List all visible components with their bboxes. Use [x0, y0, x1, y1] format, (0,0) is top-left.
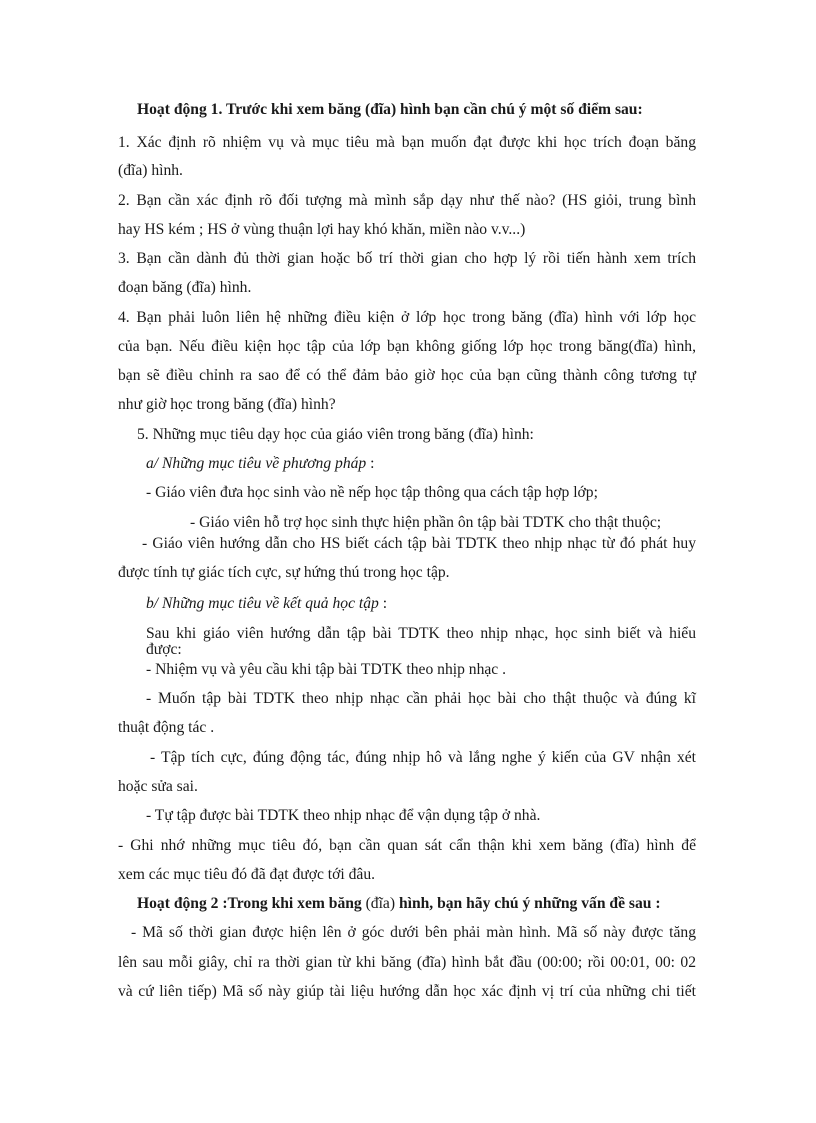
section-b-intro-line-2: được:: [146, 641, 182, 658]
section-b-bullet-2-line-2: thuật động tác .: [118, 719, 215, 736]
item-2-line-2: hay HS kém ; HS ở vùng thuận lợi hay khó khăn, miền nào v.v...): [118, 221, 526, 238]
item-5: 5. Những mục tiêu dạy học của giáo viên trong băng (đĩa) hình:: [137, 426, 534, 443]
item-1-line-1: 1. Xác định rõ nhiệm vụ và mục tiêu mà bạn muốn đạt được khi học trích đoạn băng: [118, 134, 696, 151]
heading-activity-1: Hoạt động 1. Trước khi xem băng (đĩa) hình bạn cần chú ý một số điểm sau:: [137, 101, 643, 118]
section-b-bullet-2-line-1: - Muốn tập bài TDTK theo nhịp nhạc cần phải học bài cho thật thuộc và đúng kĩ: [146, 690, 696, 707]
section-b-bullet-3-line-1: - Tập tích cực, đúng động tác, đúng nhịp hô và lắng nghe ý kiến của GV nhận xét: [150, 749, 696, 766]
item-2-line-1: 2. Bạn cần xác định rõ đối tượng mà mình sắp dạy như thế nào? (HS giỏi, trung bình: [118, 192, 696, 209]
heading-activity-2: Hoạt động 2 :Trong khi xem băng (đĩa) hình, bạn hãy chú ý những vấn đề sau :: [137, 895, 661, 912]
section-b-intro-line-1: Sau khi giáo viên hướng dẫn tập bài TDTK theo nhịp nhạc, học sinh biết và hiểu: [146, 625, 696, 642]
section-b-closing-line-1: - Ghi nhớ những mục tiêu đó, bạn cần quan sát cẩn thận khi xem băng (đĩa) hình để: [118, 837, 696, 854]
item-1-line-2: (đĩa) hình.: [118, 162, 183, 179]
item-4-line-1: 4. Bạn phải luôn liên hệ những điều kiện ở lớp học trong băng (đĩa) hình với lớp học: [118, 309, 696, 326]
item-3-line-2: đoạn băng (đĩa) hình.: [118, 279, 252, 296]
activity-2-line-3: và cứ liên tiếp) Mã số này giúp tài liệu hướng dẫn học xác định vị trí của những chi tiết: [118, 983, 696, 1000]
activity-2-line-2: lên sau mỗi giây, chỉ ra thời gian từ khi băng (đĩa) hình bắt đầu (00:00; rồi 00:01, 00: 02: [118, 954, 696, 971]
section-a-bullet-3-line-1: - Giáo viên hướng dẫn cho HS biết cách tập bài TDTK theo nhịp nhạc từ đó phát huy: [142, 535, 696, 552]
section-b-bullet-3-line-2: hoặc sửa sai.: [118, 778, 198, 795]
item-4-line-4: như giờ học trong băng (đĩa) hình?: [118, 396, 336, 413]
section-a-bullet-3-line-2: được tính tự giác tích cực, sự hứng thú trong học tập.: [118, 564, 450, 581]
item-3-line-1: 3. Bạn cần dành đủ thời gian hoặc bố trí thời gian cho hợp lý rồi tiến hành xem trích: [118, 250, 696, 267]
activity-2-line-1: - Mã số thời gian được hiện lên ở góc dưới bên phải màn hình. Mã số này được tăng: [131, 924, 696, 941]
item-4-line-2: của bạn. Nếu điều kiện học tập của lớp bạn không giống lớp học trong băng(đĩa) hình,: [118, 338, 696, 355]
section-a-title: a/ Những mục tiêu về phương pháp :: [146, 455, 375, 472]
section-b-title: b/ Những mục tiêu về kết quả học tập :: [146, 595, 388, 612]
item-4-line-3: bạn sẽ điều chỉnh ra sao để có thể đảm bảo giờ học của bạn cũng thành công tương tự: [118, 367, 696, 384]
section-b-closing-line-2: xem các mục tiêu đó đã đạt được tới đâu.: [118, 866, 376, 883]
section-b-bullet-1: - Nhiệm vụ và yêu cầu khi tập bài TDTK theo nhịp nhạc .: [146, 661, 507, 678]
section-b-bullet-4: - Tự tập được bài TDTK theo nhịp nhạc để vận dụng tập ở nhà.: [146, 807, 541, 824]
section-a-bullet-1: - Giáo viên đưa học sinh vào nề nếp học tập thông qua cách tập hợp lớp;: [146, 484, 598, 501]
section-a-bullet-2: - Giáo viên hỗ trợ học sinh thực hiện phần ôn tập bài TDTK cho thật thuộc;: [190, 514, 662, 531]
